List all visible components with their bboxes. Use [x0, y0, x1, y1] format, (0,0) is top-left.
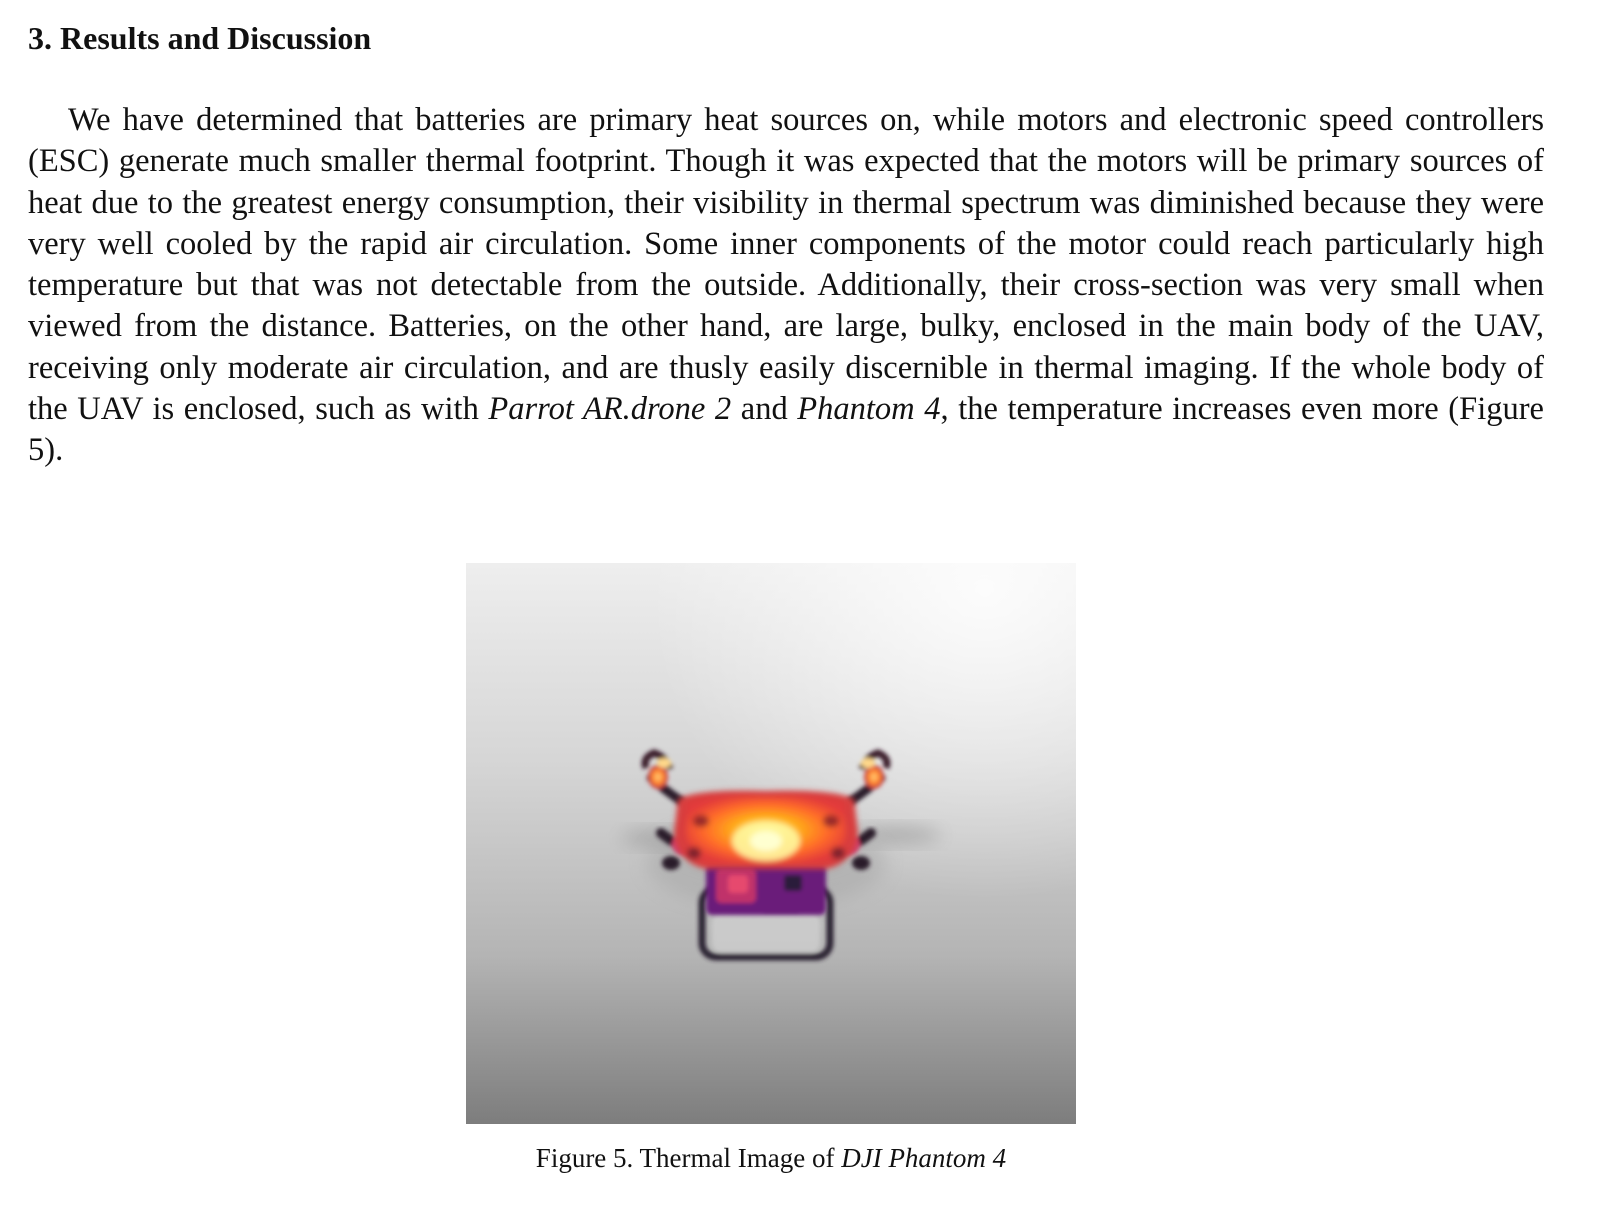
paragraph-text-1: We have determined that batteries are primary heat sources on, while motors and electronic speed controllers (ESC) generate much smaller thermal footprint. Though it was expected that the motors will be primary sources of heat due to the greatest energy consumption, their visibility in thermal spectrum was diminished because they were very well cooled by the rapid air circulation. Some inner components of the motor could reach particularly high temperature but that was not detectable from the outside. Additionally, their cross-section was very small when viewed from the distance. Batteries, on the other hand, are large, bulky, enclosed in the main body of the UAV, receiving only moderate air circulation, and are thusly easily discernible in thermal imaging. If the whole body of the UAV is enclosed, such as with — [28, 102, 1544, 428]
figure-caption-prefix: Figure 5. Thermal Image of — [535, 1143, 842, 1173]
paragraph-text-2: and — [731, 391, 798, 428]
figure-caption-italic: DJI Phantom 4 — [841, 1143, 1007, 1173]
section-heading: 3. Results and Discussion — [28, 20, 372, 56]
results-paragraph — [28, 100, 1544, 472]
paragraph-italic-parrot: Parrot AR.drone 2 — [488, 391, 732, 428]
thermal-image — [466, 563, 1076, 1124]
paragraph-italic-phantom: Phantom 4 — [797, 391, 941, 428]
paragraph-text-3: , the temperature increases even more (Figure 5). — [28, 391, 1544, 469]
figure-caption — [466, 1140, 1076, 1176]
thermal-figure — [466, 563, 1076, 1124]
